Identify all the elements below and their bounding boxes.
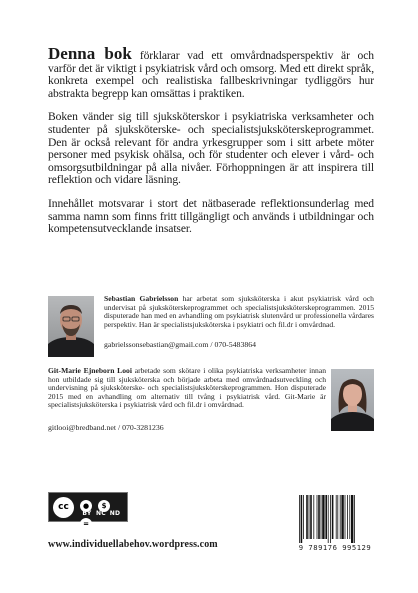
barcode-bar	[328, 495, 329, 543]
author-bio-text-sebastian: har arbetat som sjuksköterska i akut psykiatrisk vård och undervisat på sjuksköterskeprogrammet och specialistsjuksköterskeprogrammen. 2015 disputerade han med en avhandling om psykiatrisk slutenvård ur professionella vårdares perspektiv. Han är specialistsjuksköterska i psykiatri och fil.dr i omvårdnad.	[104, 294, 374, 329]
author-photo-sebastian	[48, 296, 94, 357]
barcode-bar	[313, 495, 314, 539]
barcode-bar	[301, 495, 303, 543]
portrait-woman-icon	[331, 369, 374, 431]
barcode-bar	[340, 495, 341, 539]
author-contact-sebastian: gabrielssonsebastian@gmail.com / 070-5483864	[104, 340, 257, 349]
barcode-bar	[351, 495, 353, 543]
paragraph-1-text: förklarar vad ett omvårdnadsperspektiv är och varför det är viktigt i psykiatrisk vård och omsorg. Med ett direkt språk, konkreta exempel och realistiska fallbeskrivningar tydliggörs hur abstrakta begrepp kan omsättas i praktiken.	[48, 49, 374, 100]
author-bio-gitmarie	[48, 367, 326, 410]
portrait-man-icon	[48, 296, 94, 357]
noderivatives-icon: =	[80, 518, 92, 530]
barcode-icon	[296, 495, 371, 547]
barcode-bar	[332, 495, 334, 539]
license-codes	[80, 510, 122, 517]
license-nd: ND	[109, 510, 121, 517]
description-paragraph-2: Boken vänder sig till sjuksköterskor i psykiatriska verksamheter och studenter på sjuksköterske- och specialistsjuksköterskeprogrammet. Den är också relevant för andra yrkesgrupper som i sitt arbete möter personer med psykisk ohälsa, och för studenter och elever i vård- och omsorgsutbildningar på alla nivåer. Förhoppningen är att inspirera till reflektion och vidare läsning.	[48, 110, 374, 187]
attribution-icon: ●	[80, 500, 92, 512]
barcode-bar	[318, 495, 320, 539]
author-name-sebastian: Sebastian Gabrielsson	[104, 294, 179, 303]
author-bio-sebastian	[104, 295, 374, 329]
barcode-bar	[337, 495, 338, 539]
barcode-bar	[309, 495, 310, 539]
noncommercial-icon: $	[98, 500, 110, 512]
lead-heading: Denna bok	[48, 44, 132, 63]
barcode-bar	[349, 495, 350, 539]
description-paragraph-1	[48, 44, 374, 100]
barcode-bar	[322, 495, 324, 539]
barcode-bar	[341, 495, 343, 539]
book-description	[48, 44, 374, 247]
barcode-bar	[310, 495, 312, 539]
author-name-gitmarie: Git-Marie Ejneborn Looi	[48, 366, 132, 375]
author-bio-text-gitmarie: arbetade som skötare i olika psykiatriska verksamheter innan hon utbildade sig till sjuksköterska och började arbeta med omvårdnadsutveckling och undervisning på sjuksköterske- och specialistsjuksköterskeprogrammen. Hon disputerade 2015 med en avhandling om alternativ till tvång i psykiatrisk vård. Git-Marie är specialistsjuksköterska i psykiatrisk vård och fil.dr i omvårdnad.	[48, 366, 326, 410]
website-url[interactable]: www.individuellabehov.wordpress.com	[48, 539, 218, 550]
barcode-bar	[354, 495, 355, 543]
author-contact-gitmarie: gitlooi@bredband.net / 070-3281236	[48, 423, 164, 432]
isbn-barcode-number: 9 789176 995129	[298, 543, 372, 552]
barcode-bar	[330, 495, 331, 543]
barcode-bar	[317, 495, 318, 539]
license-nc: NC	[95, 510, 107, 517]
barcode-bar	[306, 495, 308, 539]
barcode-bar	[325, 495, 327, 539]
barcode-bar	[336, 495, 337, 539]
cc-icon: cc	[53, 497, 74, 518]
author-photo-gitmarie	[331, 369, 374, 431]
license-by: BY	[82, 510, 92, 517]
creative-commons-badge	[48, 492, 128, 528]
barcode-bar	[299, 495, 300, 543]
barcode-bar	[303, 495, 304, 539]
barcode-bar	[321, 495, 322, 539]
barcode-bar	[347, 495, 348, 539]
description-paragraph-3: Innehållet motsvarar i stort det nätbaserade reflektionsunderlag med samma namn som finns fritt tillgängligt och används i utbildningar och kompetensutvecklande insatser.	[48, 196, 374, 236]
barcode-bar	[345, 495, 346, 539]
